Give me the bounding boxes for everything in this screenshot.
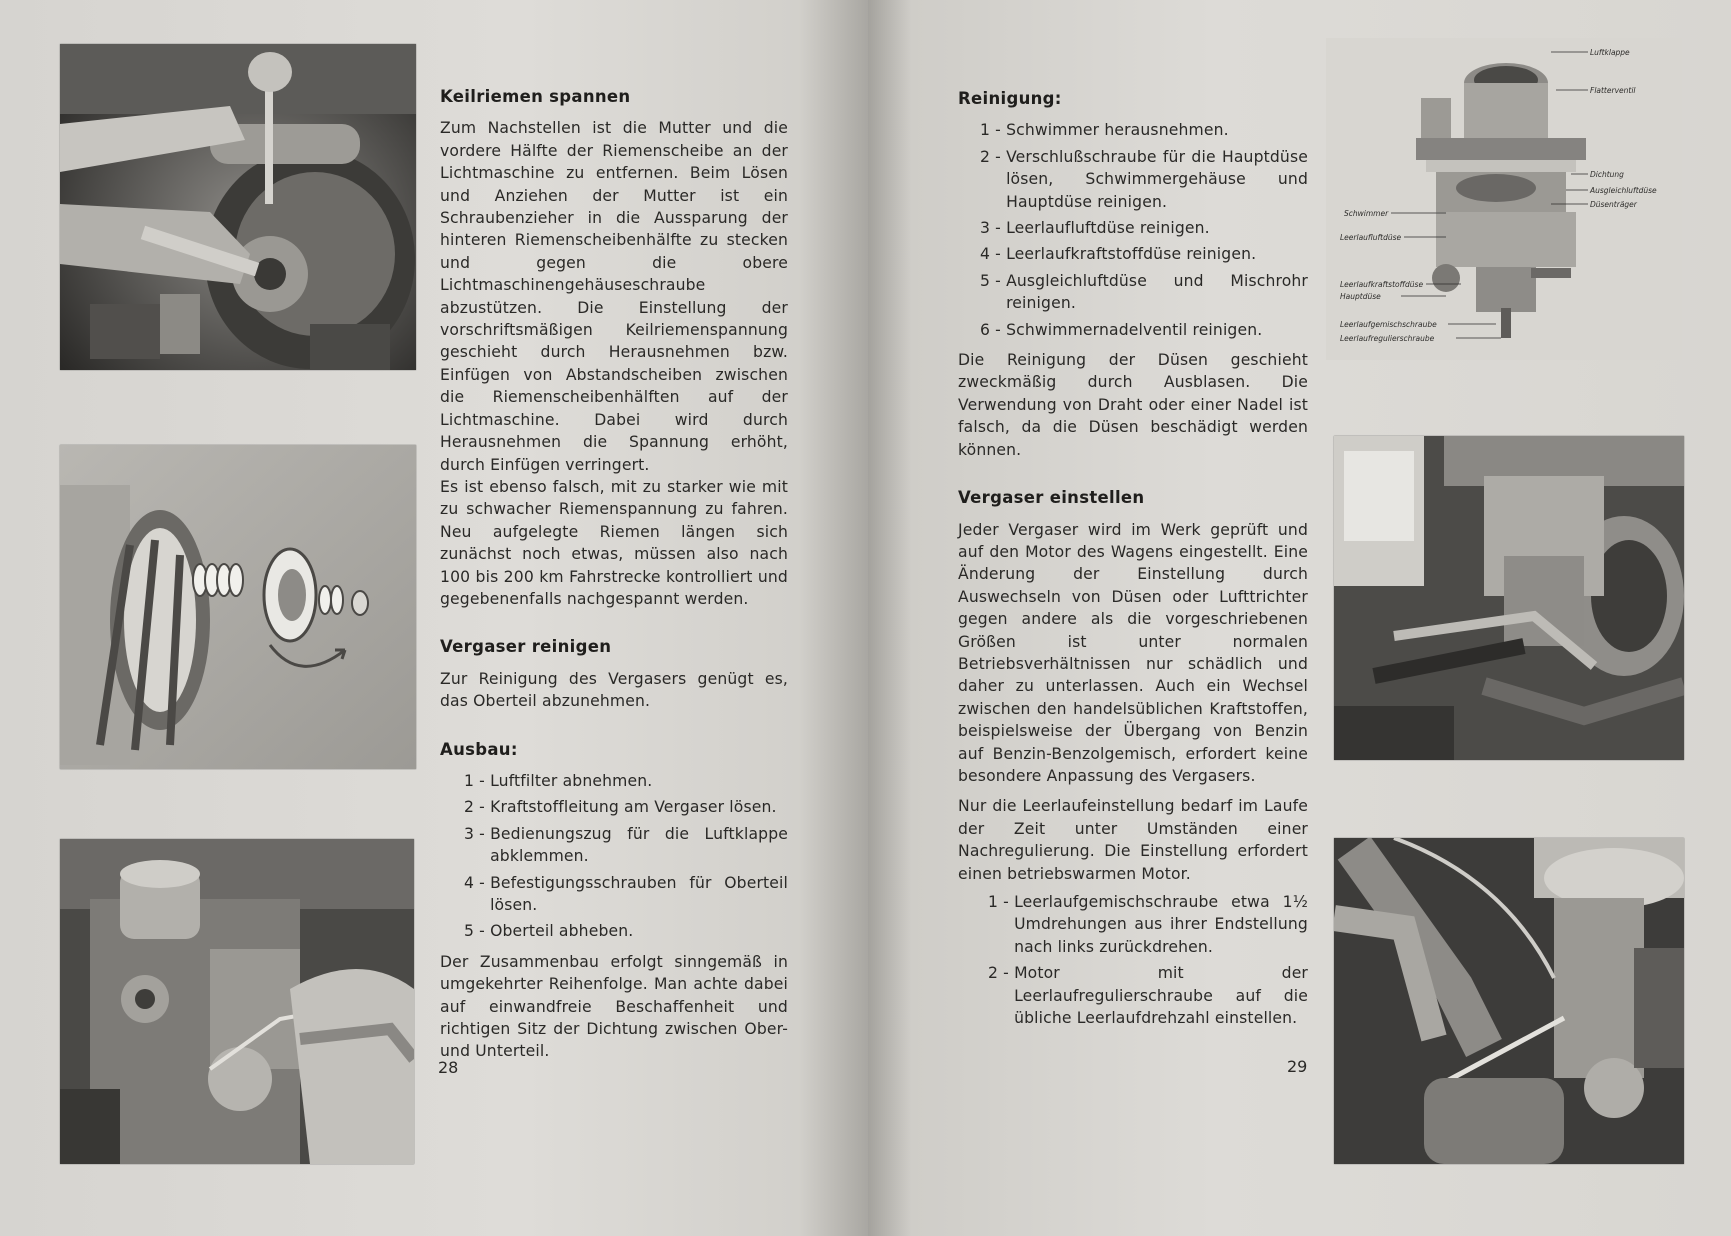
paragraph: Es ist ebenso falsch, mit zu starker wie mit zu schwacher Riemenspannung zu fahren. Neu aufgelegte Riemen längen sich zunächst noch etwas, müssen also nach 100 bis 200 km Fahrstrecke kontrolliert und gegebenenfalls nachgespannt werden. (440, 477, 788, 608)
list-item: 5 - Ausgleichluftdüse und Mischrohr reinigen. (980, 271, 1308, 313)
photo-carburetor-disassembly (60, 839, 414, 1164)
label-ausgleichluftduese: Ausgleichluftdüse (1590, 186, 1657, 195)
label-hauptduese: Hauptdüse (1340, 292, 1381, 301)
list-item: 3 - Bedienungszug für die Luftklappe abklemmen. (464, 824, 788, 866)
page-number-right: 29 (1287, 1057, 1308, 1076)
right-text-column (958, 88, 1308, 1033)
list-item: 1 - Schwimmer herausnehmen. (980, 121, 1229, 140)
ausbau-list (440, 770, 788, 943)
heading-reinigung: Reinigung: (958, 89, 1062, 108)
label-duesentraeger: Düsenträger (1590, 200, 1637, 209)
page-number-left: 28 (438, 1058, 459, 1077)
photo-carburetor-installed (1334, 436, 1684, 760)
photo-belt-adjustment (60, 44, 416, 370)
paragraph: Nur die Leerlaufeinstellung bedarf im Laufe der Zeit unter Umständen einer Nachregulierung. Die Einstellung erfordert einen betriebswarmen Motor. (958, 797, 1308, 883)
list-item: 2 - Kraftstoffleitung am Vergaser lösen. (464, 798, 777, 817)
heading-keilriemen: Keilriemen spannen (440, 87, 631, 106)
list-item: 1 - Leerlaufgemischschraube etwa 1½ Umdrehungen aus ihrer Endstellung nach links zurückdrehen. (988, 893, 1308, 956)
paragraph: Jeder Vergaser wird im Werk geprüft und auf den Motor des Wagens eingestellt. Eine Änderung der Einstellung durch Auswechseln von Düsen oder Lufttrichter gegen andere als die vorgeschriebenen Größen ist unter normalen Betriebsverhältnissen nur schädlich und daher zu unterlassen. Auch ein Wechsel zwischen den handelsüblichen Kraftstoffen, beispielsweise der Übergang von Benzin auf Benzin-Benzolgemisch, erfordert keine besondere Anpassung des Vergasers. (958, 520, 1308, 785)
reinigung-list (958, 119, 1308, 341)
label-schwimmer: Schwimmer (1344, 209, 1389, 218)
label-luftklappe: Luftklappe (1590, 48, 1630, 57)
heading-vergaser-einstellen: Vergaser einstellen (958, 488, 1145, 508)
list-item: 5 - Oberteil abheben. (464, 922, 634, 941)
label-leerlaufgemischschraube: Leerlaufgemischschraube (1340, 320, 1437, 329)
carburetor-diagram (1326, 38, 1682, 360)
list-item: 2 - Verschlußschraube für die Hauptdüse lösen, Schwimmergehäuse und Hauptdüse reinigen. (980, 147, 1308, 211)
paragraph: Zum Nachstellen ist die Mutter und die vordere Hälfte der Riemenscheibe an der Lichtmaschine zu entfernen. Beim Lösen und Anziehen der Mutter ist ein Schraubenzieher in die Aussparung der hinteren Riemenscheibenhälfte zu stecken und gegen die obere Lichtmaschinengehäuseschraube abzustützen. Die Einstellung der vorschriftsmäßigen Keilriemenspannung geschieht durch Herausnehmen bzw. Einfügen von Abstandscheiben zwischen die Riemenscheibenhälften auf der Lichtmaschine. Dabei wird durch Herausnehmen die Spannung erhöht, durch Einfügen verringert. (440, 119, 788, 474)
photo-idle-adjustment (1334, 838, 1684, 1164)
heading-ausbau: Ausbau: (440, 739, 518, 759)
einstellen-list (958, 891, 1308, 1029)
paragraph: Der Zusammenbau erfolgt sinngemäß in umgekehrter Reihenfolge. Man achte dabei auf einwandfreie Beschaffenheit und richtigen Sitz der Dichtung zwischen Ober- und Unterteil. (440, 952, 788, 1061)
heading-vergaser-reinigen: Vergaser reinigen (440, 637, 612, 657)
right-page (868, 0, 1731, 1236)
label-flatterventil: Flatterventil (1590, 86, 1636, 95)
paragraph: Die Reinigung der Düsen geschieht zweckmäßig durch Ausblasen. Die Verwendung von Draht oder einer Nadel ist falsch, da die Düsen beschädigt werden können. (958, 351, 1308, 459)
paragraph: Zur Reinigung des Vergasers genügt es, das Oberteil abzunehmen. (440, 669, 788, 711)
label-dichtung: Dichtung (1590, 170, 1624, 179)
list-item: 4 - Leerlaufkraftstoffdüse reinigen. (980, 245, 1257, 264)
list-item: 1 - Luftfilter abnehmen. (464, 771, 653, 790)
list-item: 6 - Schwimmernadelventil reinigen. (980, 320, 1263, 339)
label-leerlaufluftduese: Leerlaufluftdüse (1340, 233, 1402, 242)
left-text-column (440, 86, 788, 1063)
label-leerlaufkraftstoffduese: Leerlaufkraftstoffdüse (1340, 280, 1424, 289)
photo-pulley-spacers (60, 445, 416, 769)
list-item: 3 - Leerlaufluftdüse reinigen. (980, 219, 1210, 238)
list-item: 2 - Motor mit der Leerlaufregulierschraube auf die übliche Leerlaufdrehzahl einstellen. (988, 964, 1308, 1028)
list-item: 4 - Befestigungsschrauben für Oberteil lösen. (464, 873, 788, 914)
label-leerlaufregulierschraube: Leerlaufregulierschraube (1340, 334, 1435, 343)
